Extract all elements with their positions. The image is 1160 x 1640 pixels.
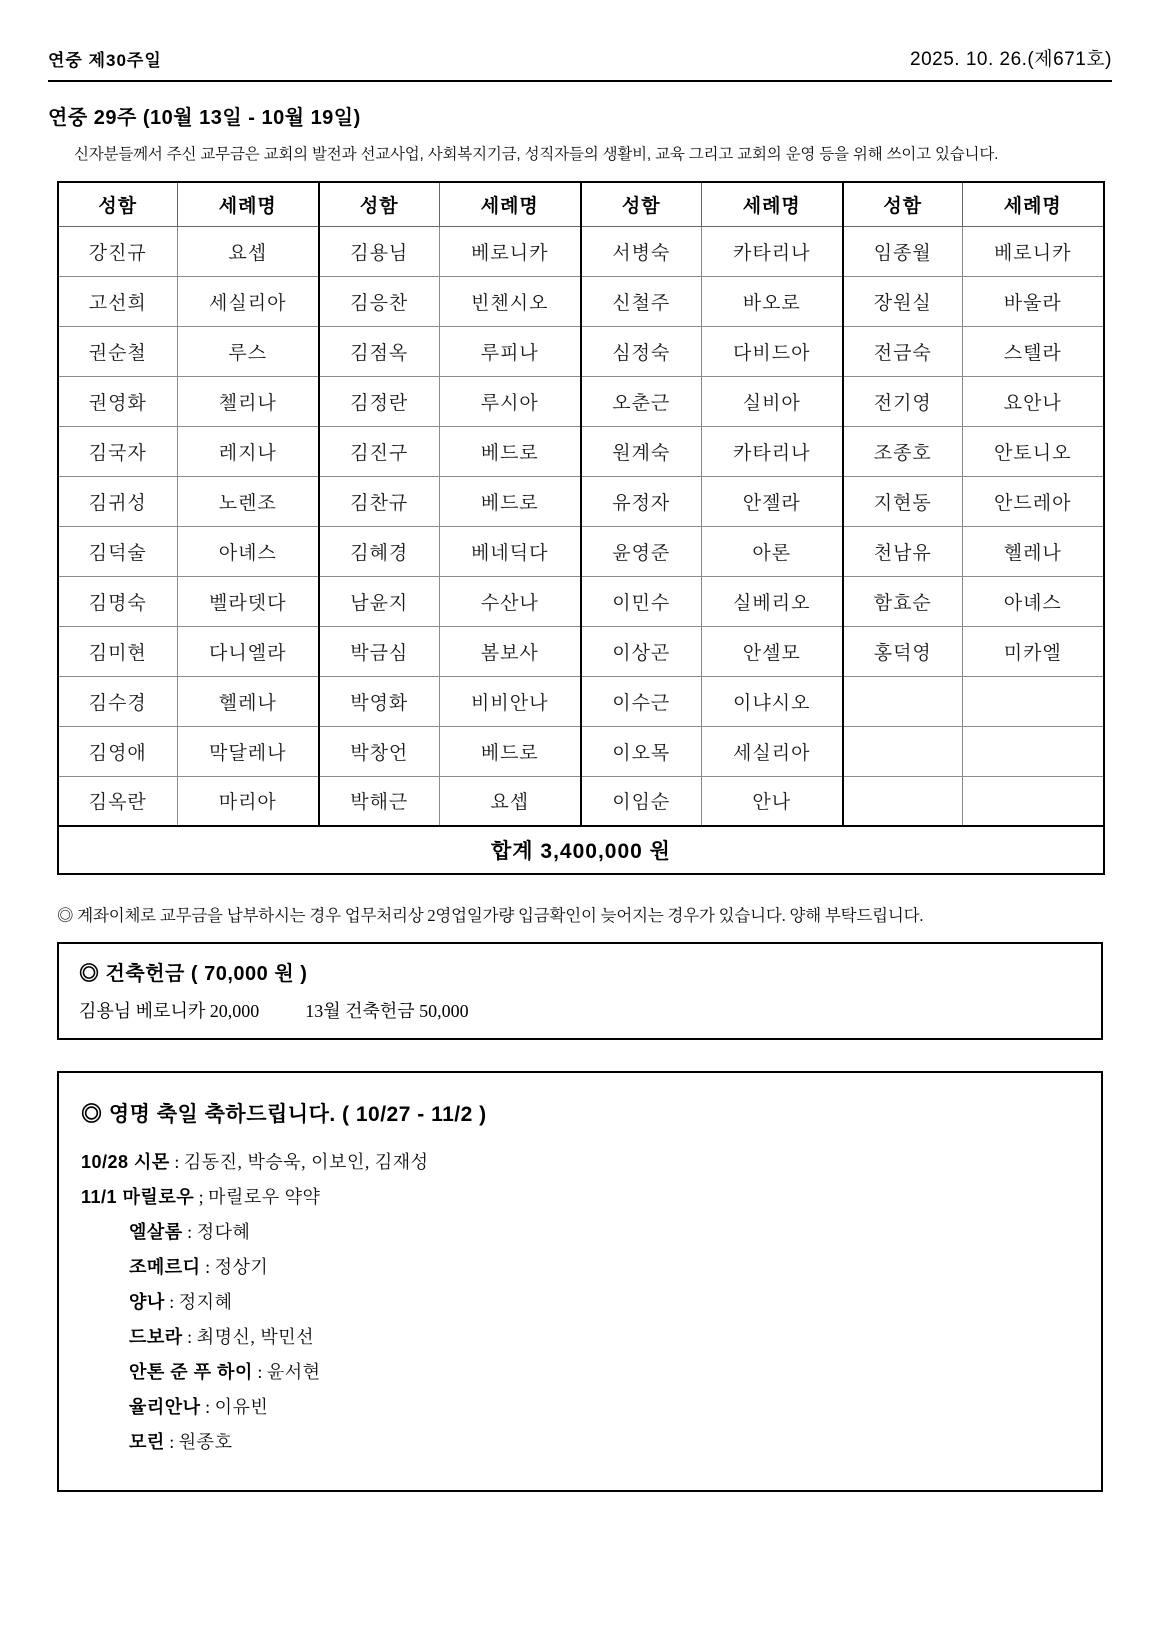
member-name-cell: 김옥란 [58,776,177,826]
feast-celebrants: 원종호 [178,1432,233,1452]
baptismal-name-cell: 비비안나 [439,676,581,726]
baptismal-name-cell: 요셉 [439,776,581,826]
header-divider [48,80,1112,82]
total-row [58,826,1104,874]
member-name-cell: 이상곤 [581,626,701,676]
feast-entry [81,1425,1081,1460]
feast-separator: : [169,1152,184,1172]
baptismal-name-cell: 베로니카 [439,226,581,276]
baptismal-name-cell: 베로니카 [962,226,1104,276]
member-name-cell: 윤영준 [581,526,701,576]
baptismal-name-cell: 베드로 [439,426,581,476]
baptismal-name-cell: 아녜스 [177,526,319,576]
feast-celebrants: 김동진, 박승욱, 이보인, 김재성 [183,1152,429,1172]
table-row [58,676,1104,726]
member-name-cell: 김미현 [58,626,177,676]
baptismal-name-cell: 요셉 [177,226,319,276]
member-name-cell: 지현동 [843,476,962,526]
table-row [58,776,1104,826]
baptismal-name-cell: 실비아 [701,376,843,426]
baptismal-name-cell: 안셀모 [701,626,843,676]
table-row [58,476,1104,526]
header-baptismal: 세례명 [962,182,1104,226]
member-name-cell: 심정숙 [581,326,701,376]
baptismal-name-cell: 루스 [177,326,319,376]
table-row [58,726,1104,776]
offering-table-foot [58,826,1104,874]
baptismal-name-cell: 스텔라 [962,326,1104,376]
building-fund-title: ◎ 건축헌금 ( 70,000 원 ) [79,963,308,985]
member-name-cell: 이오목 [581,726,701,776]
baptismal-name-cell: 미카엘 [962,626,1104,676]
member-name-cell: 홍덕영 [843,626,962,676]
member-name-cell: 박창언 [319,726,439,776]
feast-list [81,1145,1081,1460]
member-name-cell: 김찬규 [319,476,439,526]
member-name-cell: 김귀성 [58,476,177,526]
feast-celebrants: 정상기 [214,1257,269,1277]
member-name-cell: 김수경 [58,676,177,726]
baptismal-name-cell: 안나 [701,776,843,826]
offering-table-body [58,226,1104,826]
header-name: 성함 [319,182,439,226]
header-baptismal: 세례명 [701,182,843,226]
feast-celebrants: 정다혜 [196,1222,251,1242]
building-fund-box [57,942,1103,1040]
member-name-cell: 조종호 [843,426,962,476]
feast-entry [81,1390,1081,1425]
feast-separator: : [200,1397,215,1417]
member-name-cell: 이민수 [581,576,701,626]
feast-name-label: 모린 [129,1432,165,1452]
baptismal-name-cell: 세실리아 [177,276,319,326]
baptismal-name-cell: 수산나 [439,576,581,626]
table-row [58,226,1104,276]
member-name-cell: 권영화 [58,376,177,426]
member-name-cell: 김국자 [58,426,177,476]
feast-separator: : [252,1362,267,1382]
feast-name-label: 드보라 [129,1327,183,1347]
member-name-cell: 박해근 [319,776,439,826]
header-name: 성함 [843,182,962,226]
member-name-cell: 고선희 [58,276,177,326]
baptismal-name-cell: 아녜스 [962,576,1104,626]
member-name-cell: 박영화 [319,676,439,726]
table-row [58,576,1104,626]
member-name-cell: 김점옥 [319,326,439,376]
baptismal-name-cell: 요안나 [962,376,1104,426]
member-name-cell: 김응찬 [319,276,439,326]
table-row [58,326,1104,376]
section-title: 연중 29주 (10월 13일 - 10월 19일) [48,107,361,129]
issue-date-label: 2025. 10. 26.(제671호) [910,49,1112,70]
baptismal-name-cell: 안드레아 [962,476,1104,526]
member-name-cell: 김영애 [58,726,177,776]
feast-celebrants: 이유빈 [214,1397,269,1417]
baptismal-name-cell: 빈첸시오 [439,276,581,326]
member-name-cell: 임종월 [843,226,962,276]
baptismal-name-cell [962,726,1104,776]
member-name-cell: 신철주 [581,276,701,326]
feast-name-label: 엘살롬 [129,1222,183,1242]
baptismal-name-cell: 첼리나 [177,376,319,426]
offering-table [57,181,1105,875]
member-name-cell: 강진규 [58,226,177,276]
baptismal-name-cell: 실베리오 [701,576,843,626]
table-row [58,276,1104,326]
member-name-cell: 이임순 [581,776,701,826]
liturgical-week-label: 연중 제30주일 [48,51,162,70]
feast-entry [81,1180,1081,1215]
table-row [58,626,1104,676]
feast-entry [81,1285,1081,1320]
member-name-cell: 전금숙 [843,326,962,376]
building-fund-item: 13월 건축헌금 50,000 [305,1001,469,1021]
member-name-cell: 남윤지 [319,576,439,626]
offering-table-head [58,182,1104,226]
member-name-cell: 유정자 [581,476,701,526]
baptismal-name-cell: 막달레나 [177,726,319,776]
feast-entry [81,1250,1081,1285]
header-name: 성함 [581,182,701,226]
member-name-cell: 서병숙 [581,226,701,276]
member-name-cell: 오춘근 [581,376,701,426]
feast-name-label: 율리안나 [129,1397,201,1417]
feast-entry [81,1355,1081,1390]
feast-entry [81,1215,1081,1250]
member-name-cell: 김명숙 [58,576,177,626]
baptismal-name-cell: 카타리나 [701,426,843,476]
baptismal-name-cell: 이냐시오 [701,676,843,726]
header-baptismal: 세례명 [177,182,319,226]
baptismal-name-cell: 레지나 [177,426,319,476]
header-row [58,182,1104,226]
feast-separator: ; [194,1187,209,1207]
feast-name-label: 양나 [129,1292,165,1312]
header-name: 성함 [58,182,177,226]
table-row [58,526,1104,576]
member-name-cell: 원계숙 [581,426,701,476]
baptismal-name-cell: 헬레나 [962,526,1104,576]
baptismal-name-cell: 카타리나 [701,226,843,276]
baptismal-name-cell: 아론 [701,526,843,576]
feast-entry [81,1145,1081,1180]
feast-celebrants: 마릴로우 약약 [208,1187,321,1207]
baptismal-name-cell: 벨라뎃다 [177,576,319,626]
member-name-cell: 김덕술 [58,526,177,576]
member-name-cell: 김용님 [319,226,439,276]
bank-transfer-note: ◎ 계좌이체로 교무금을 납부하시는 경우 업무처리상 2영업일가량 입금확인이 늦어지는 경우가 있습니다. 양해 부탁드립니다. [57,906,924,925]
baptismal-name-cell: 베드로 [439,476,581,526]
feast-name-label: 10/28 시몬 [81,1152,170,1172]
baptismal-name-cell: 바오로 [701,276,843,326]
feast-separator: : [200,1257,215,1277]
table-row [58,376,1104,426]
baptismal-name-cell: 노렌조 [177,476,319,526]
member-name-cell: 김정란 [319,376,439,426]
feast-name-label: 안톤 준 푸 하이 [129,1362,253,1382]
feast-name-label: 11/1 마릴로우 [81,1187,195,1207]
member-name-cell: 함효순 [843,576,962,626]
feast-name-label: 조메르디 [129,1257,201,1277]
baptismal-name-cell: 루시아 [439,376,581,426]
member-name-cell: 김혜경 [319,526,439,576]
baptismal-name-cell: 다비드아 [701,326,843,376]
member-name-cell: 박금심 [319,626,439,676]
baptismal-name-cell [962,676,1104,726]
member-name-cell [843,776,962,826]
baptismal-name-cell: 다니엘라 [177,626,319,676]
building-fund-items [79,997,1081,1023]
baptismal-name-cell: 안토니오 [962,426,1104,476]
feast-separator: : [182,1327,197,1347]
feast-separator: : [164,1432,179,1452]
baptismal-name-cell: 안젤라 [701,476,843,526]
baptismal-name-cell: 베네딕다 [439,526,581,576]
member-name-cell [843,726,962,776]
baptismal-name-cell: 루피나 [439,326,581,376]
baptismal-name-cell: 바울라 [962,276,1104,326]
feast-separator: : [164,1292,179,1312]
member-name-cell: 전기영 [843,376,962,426]
member-name-cell: 김진구 [319,426,439,476]
intro-paragraph: 신자분들께서 주신 교무금은 교회의 발전과 선교사업, 사회복지기금, 성직자들의 생활비, 교육 그리고 교회의 운영 등을 위해 쓰이고 있습니다. [74,146,999,163]
member-name-cell: 권순철 [58,326,177,376]
member-name-cell: 천남유 [843,526,962,576]
baptismal-name-cell [962,776,1104,826]
feast-day-title: ◎ 영명 축일 축하드립니다. ( 10/27 - 11/2 ) [81,1103,487,1126]
baptismal-name-cell: 세실리아 [701,726,843,776]
feast-separator: : [182,1222,197,1242]
member-name-cell: 장원실 [843,276,962,326]
header-baptismal: 세례명 [439,182,581,226]
baptismal-name-cell: 베드로 [439,726,581,776]
feast-celebrants: 정지혜 [178,1292,233,1312]
doc-header [48,44,1112,71]
baptismal-name-cell: 마리아 [177,776,319,826]
building-fund-item: 김용님 베로니카 20,000 [79,1001,260,1021]
member-name-cell [843,676,962,726]
table-row [58,426,1104,476]
feast-celebrants: 윤서현 [266,1362,321,1382]
baptismal-name-cell: 봄보사 [439,626,581,676]
baptismal-name-cell: 헬레나 [177,676,319,726]
feast-day-box [57,1071,1103,1492]
feast-celebrants: 최명신, 박민선 [196,1327,315,1347]
feast-entry [81,1320,1081,1355]
member-name-cell: 이수근 [581,676,701,726]
total-amount: 합계 3,400,000 원 [58,826,1104,874]
